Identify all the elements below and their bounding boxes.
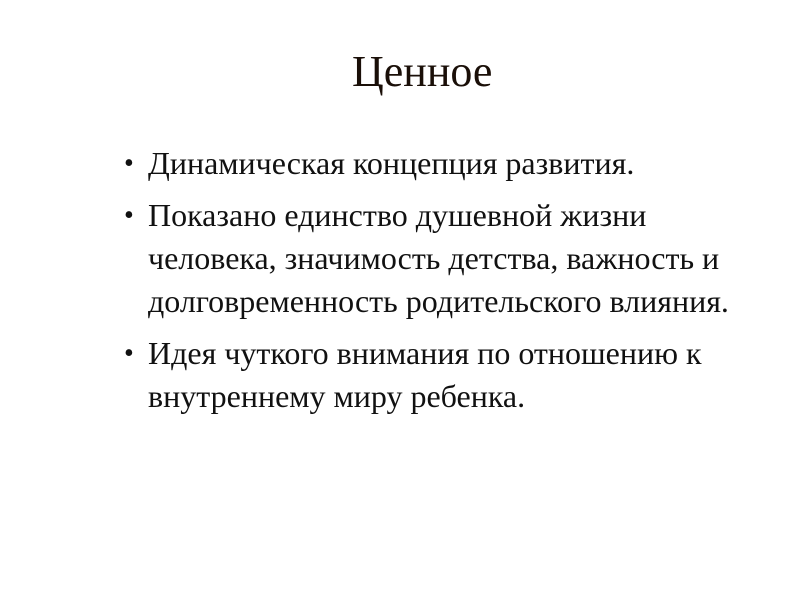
bullet-text: Показано единство душевной жизни человека, значимость детства, важность и долговременность родительского влияния.: [148, 197, 729, 319]
bullet-text: Идея чуткого внимания по отношению к внутреннему миру ребенка.: [148, 335, 702, 414]
bullet-text: Динамическая концепция развития.: [148, 145, 635, 181]
bullet-item: [124, 332, 764, 418]
slide-title-area: [0, 44, 800, 104]
bullet-item: [124, 142, 764, 185]
slide-title: Ценное: [352, 47, 493, 96]
bullet-dot-icon: •: [124, 148, 134, 179]
bullet-dot-icon: •: [124, 200, 134, 231]
bullet-dot-icon: •: [124, 338, 134, 369]
bullet-list: [124, 142, 764, 427]
bullet-item: [124, 194, 764, 323]
